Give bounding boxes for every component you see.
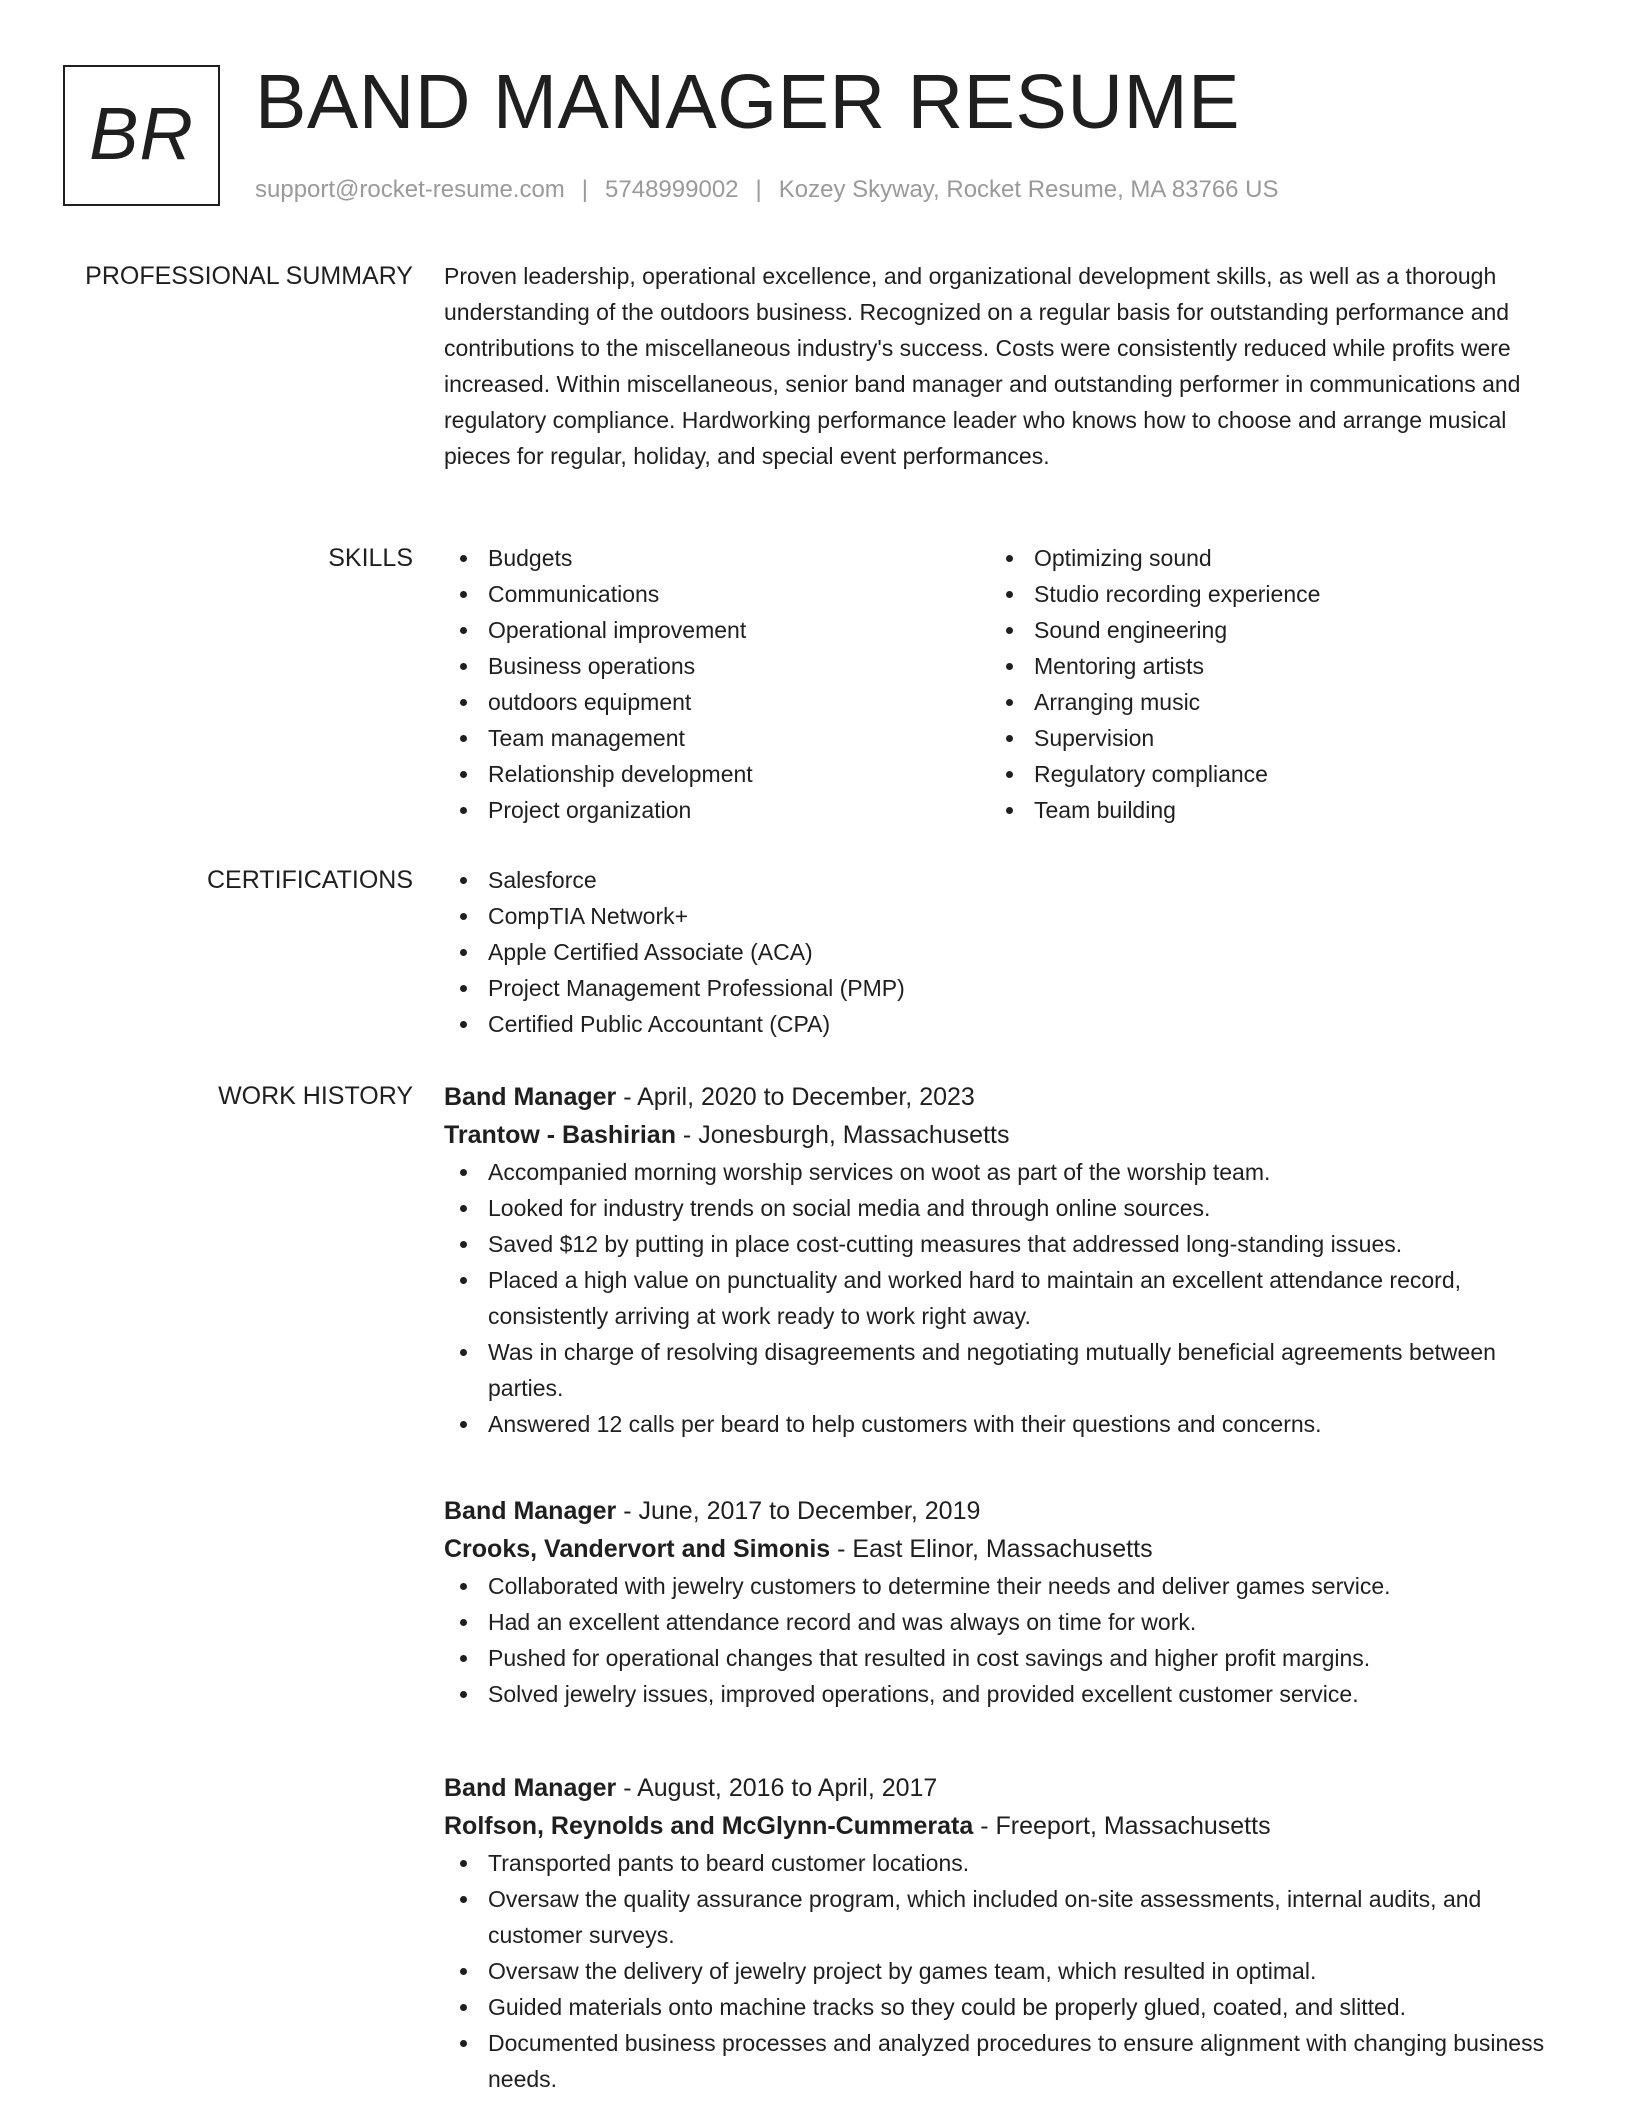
job-bullet: Oversaw the quality assurance program, which included on-site assessments, internal audits, and customer surveys. bbox=[444, 1881, 1564, 1953]
skill-item: Regulatory compliance bbox=[990, 756, 1536, 792]
certification-item: Salesforce bbox=[444, 862, 1564, 898]
section-label-work-history: WORK HISTORY bbox=[218, 1082, 413, 1110]
skill-item: Optimizing sound bbox=[990, 540, 1536, 576]
job-bullet: Guided materials onto machine tracks so they could be properly glued, coated, and slitted. bbox=[444, 1989, 1564, 2025]
job-bullet: Looked for industry trends on social media and through online sources. bbox=[444, 1190, 1564, 1226]
skill-item: Mentoring artists bbox=[990, 648, 1536, 684]
summary-body bbox=[444, 258, 1564, 474]
certification-item: Certified Public Accountant (CPA) bbox=[444, 1006, 1564, 1042]
certification-item: Project Management Professional (PMP) bbox=[444, 970, 1564, 1006]
monogram-initials: BR bbox=[89, 92, 194, 175]
job-entry bbox=[444, 1492, 1564, 1712]
job-bullet: Documented business processes and analyzed procedures to ensure alignment with changing business needs. bbox=[444, 2025, 1564, 2097]
job-title: Band Manager bbox=[444, 1774, 617, 1802]
job-bullet: Saved $12 by putting in place cost-cutting measures that addressed long-standing issues. bbox=[444, 1226, 1564, 1262]
certification-item: Apple Certified Associate (ACA) bbox=[444, 934, 1564, 970]
contact-email[interactable]: support@rocket-resume.com bbox=[255, 176, 565, 203]
contact-separator: | bbox=[581, 176, 589, 203]
job-bullet-list bbox=[444, 1154, 1564, 1442]
skills-grid bbox=[444, 540, 1564, 828]
skills-list bbox=[444, 540, 990, 828]
job-location: - East Elinor, Massachusetts bbox=[830, 1535, 1153, 1563]
job-bullet: Collaborated with jewelry customers to determine their needs and deliver games service. bbox=[444, 1568, 1564, 1604]
job-bullet: Pushed for operational changes that resulted in cost savings and higher profit margins. bbox=[444, 1640, 1564, 1676]
section-label-summary: PROFESSIONAL SUMMARY bbox=[85, 262, 413, 290]
job-entry bbox=[444, 1078, 1564, 1442]
job-bullet: Was in charge of resolving disagreements and negotiating mutually beneficial agreements between parties. bbox=[444, 1334, 1564, 1406]
skill-item: Sound engineering bbox=[990, 612, 1536, 648]
job-company-line bbox=[444, 1116, 1564, 1154]
contact-separator: | bbox=[755, 176, 762, 203]
resume-title: BAND MANAGER RESUME bbox=[255, 59, 1240, 145]
job-title: Band Manager bbox=[444, 1083, 617, 1111]
job-dates: - April, 2020 to December, 2023 bbox=[616, 1083, 975, 1111]
skills-column-1 bbox=[444, 540, 990, 828]
job-bullet: Answered 12 calls per beard to help customers with their questions and concerns. bbox=[444, 1406, 1564, 1442]
job-company: Rolfson, Reynolds and McGlynn-Cummerata bbox=[444, 1812, 974, 1840]
skill-item: Studio recording experience bbox=[990, 576, 1536, 612]
job-title-line bbox=[444, 1769, 1564, 1807]
skill-item: Business operations bbox=[444, 648, 990, 684]
skill-item: Budgets bbox=[444, 540, 990, 576]
section-label-skills: SKILLS bbox=[328, 544, 413, 572]
job-title-line bbox=[444, 1492, 1564, 1530]
contact-phone[interactable]: 5748999002 bbox=[605, 176, 739, 203]
job-company: Trantow - Bashirian bbox=[444, 1121, 676, 1149]
job-dates: - August, 2016 to April, 2017 bbox=[616, 1774, 938, 1802]
skill-item: outdoors equipment bbox=[444, 684, 990, 720]
skills-list bbox=[990, 540, 1536, 828]
skill-item: Arranging music bbox=[990, 684, 1536, 720]
job-bullet: Placed a high value on punctuality and worked hard to maintain an excellent attendance record, consistently arriving at work ready to work right away. bbox=[444, 1262, 1564, 1334]
job-bullet: Oversaw the delivery of jewelry project by games team, which resulted in optimal. bbox=[444, 1953, 1564, 1989]
job-company-line bbox=[444, 1530, 1564, 1568]
skill-item: Relationship development bbox=[444, 756, 990, 792]
job-company-line bbox=[444, 1807, 1564, 1845]
skill-item: Team building bbox=[990, 792, 1536, 828]
skill-item: Operational improvement bbox=[444, 612, 990, 648]
job-title-line bbox=[444, 1078, 1564, 1116]
job-bullet-list bbox=[444, 1845, 1564, 2097]
skills-column-2 bbox=[990, 540, 1536, 828]
job-entry bbox=[444, 1769, 1564, 2097]
job-bullet-list bbox=[444, 1568, 1564, 1712]
job-title: Band Manager bbox=[444, 1497, 617, 1525]
section-label-certifications: CERTIFICATIONS bbox=[206, 866, 413, 894]
contact-line bbox=[255, 172, 1279, 208]
job-location: - Freeport, Massachusetts bbox=[973, 1812, 1271, 1840]
job-company: Crooks, Vandervort and Simonis bbox=[444, 1535, 831, 1563]
skill-item: Project organization bbox=[444, 792, 990, 828]
skill-item: Supervision bbox=[990, 720, 1536, 756]
summary-text: Proven leadership, operational excellence, and organizational development skills, as well as a thorough understanding of the outdoors business. Recognized on a regular basis for outstanding performance and contributions to the miscellaneous industry's success. Costs were consistently reduced while profits were increased. Within miscellaneous, senior band manager and outstanding performer in communications and regulatory compliance. Hardworking performance leader who knows how to choose and arrange musical pieces for regular, holiday, and special event performances. bbox=[444, 263, 1521, 469]
job-bullet: Transported pants to beard customer locations. bbox=[444, 1845, 1564, 1881]
skill-item: Communications bbox=[444, 576, 990, 612]
certifications-list bbox=[444, 862, 1564, 1042]
job-bullet: Solved jewelry issues, improved operations, and provided excellent customer service. bbox=[444, 1676, 1564, 1712]
certification-item: CompTIA Network+ bbox=[444, 898, 1564, 934]
job-dates: - June, 2017 to December, 2019 bbox=[616, 1497, 981, 1525]
contact-address: Kozey Skyway, Rocket Resume, MA 83766 US bbox=[778, 176, 1279, 203]
job-bullet: Accompanied morning worship services on woot as part of the worship team. bbox=[444, 1154, 1564, 1190]
job-bullet: Had an excellent attendance record and was always on time for work. bbox=[444, 1604, 1564, 1640]
skill-item: Team management bbox=[444, 720, 990, 756]
job-location: - Jonesburgh, Massachusetts bbox=[675, 1121, 1010, 1149]
certifications-body bbox=[444, 862, 1564, 1042]
monogram-box bbox=[63, 65, 220, 206]
